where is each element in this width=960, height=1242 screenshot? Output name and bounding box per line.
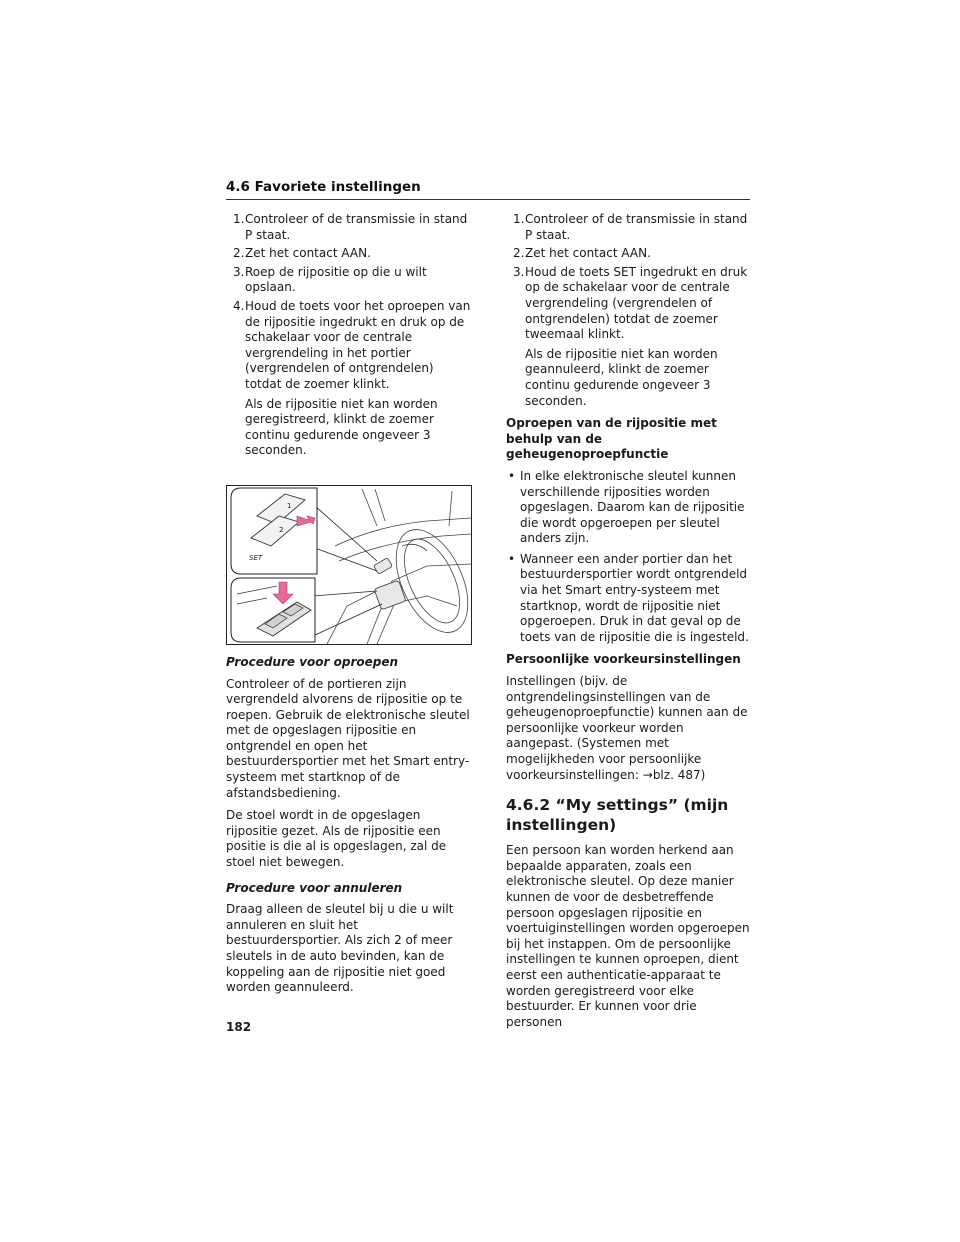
memory-recall-bullets <box>506 469 754 646</box>
illustration-svg <box>227 486 471 644</box>
memory-switch-illustration <box>226 485 472 645</box>
step-number: 2. <box>513 246 525 261</box>
step-text: Zet het contact AAN. <box>245 246 371 261</box>
memory-buttons-callout <box>231 488 317 574</box>
interior-lines <box>327 489 471 644</box>
button-1-label: 1 <box>287 501 292 510</box>
step-number: 1. <box>513 212 525 226</box>
recall-paragraph-2: De stoel wordt in de opgeslagen rijpositie gezet. Als de rijpositie een positie is die al is opgeslagen, zal de stoel niet bewegen. <box>226 808 447 870</box>
page-number: 182 <box>226 1020 252 1034</box>
list-item: • In elke elektronische sleutel kunnen verschillende rijposities worden opgeslagen. Daarom kan de rijpositie die wordt opgeroepen per sleutel anders zijn. <box>506 469 754 547</box>
cancel-heading: Procedure voor annuleren <box>226 880 403 895</box>
callout-lines <box>313 506 382 636</box>
step-text: Zet het contact AAN. <box>525 246 651 261</box>
store-steps-list <box>226 212 472 459</box>
section-title: 4.6.2 “My settings” (mijn instellingen) <box>506 796 729 835</box>
door-lock-callout <box>231 578 315 642</box>
chapter-title: 4.6 Favoriete instellingen <box>226 179 421 195</box>
list-item <box>506 246 754 262</box>
recall-paragraph-1: Controleer of de portieren zijn vergrendeld alvorens de rijpositie op te roepen. Gebruik de elektronische sleutel met de opgeslagen rijpositie en ontgrendel en open het bestuurdersportier met het Smart entry-systeem met startknop of de afstandsbediening. <box>226 676 470 800</box>
list-item <box>506 212 754 243</box>
list-item <box>226 212 472 243</box>
step-text: Houd de toets SET ingedrukt en druk op de schakelaar voor de centrale vergrendeling (vergrendelen of ontgrendelen) totdat de zoemer tweemaal klinkt. <box>525 264 748 342</box>
section-header <box>226 176 750 200</box>
cancel-paragraph: Draag alleen de sleutel bij u die u wilt annuleren en sluit het bestuurdersportier. Als zich 2 of meer sleutels in de auto bevinden, kan de koppeling aan de rijpositie niet goed worden geannuleerd. <box>226 902 454 995</box>
step-text: Houd de toets voor het oproepen van de rijpositie ingedrukt en druk op de schakelaar voor de centrale vergrendeling in het portier (vergrendelen of ontgrendelen) totdat de zoemer klinkt. <box>245 298 471 391</box>
set-button-label: SET <box>249 553 263 562</box>
step-text: Roep de rijpositie op die u wilt opslaan. <box>245 264 427 295</box>
step-number: 4. <box>233 298 245 313</box>
step-number: 2. <box>233 246 245 261</box>
step-note: Als de rijpositie niet kan worden geregistreerd, klinkt de zoemer continu gedurende ongeveer 3 seconden. <box>245 396 438 458</box>
cancel-steps-list <box>506 212 754 409</box>
list-item <box>226 246 472 262</box>
step-text: Controleer of de transmissie in stand P staat. <box>525 212 748 242</box>
step-number: 3. <box>233 264 245 279</box>
list-item <box>226 265 472 296</box>
left-column <box>226 212 472 1003</box>
step-number: 3. <box>513 264 525 279</box>
right-column <box>506 212 754 1037</box>
list-item: • Wanneer een ander portier dan het bestuurdersportier wordt ontgrendeld via het Smart entry-systeem met startknop, wordt de rijpositie niet opgeroepen. Druk in dat geval op de toets van de rijpositie die is ingesteld. <box>506 552 754 646</box>
my-settings-paragraph: Een persoon kan worden herkend aan bepaalde apparaten, zoals een elektronische sleutel. Op deze manier kunnen de voor de desbetreffende persoon opgeslagen rijpositie en voertuiginstellingen worden opgeroepen bij het instappen. Om de persoonlijke instellingen te kunnen oproepen, dient eerst een authenticatie-apparaat te worden geregistreerd voor elke bestuurder. Er kunnen voor drie personen <box>506 843 750 1029</box>
step-number: 1. <box>233 212 245 226</box>
list-item <box>226 299 472 459</box>
step-text: Controleer of de transmissie in stand P staat. <box>245 212 468 242</box>
memory-recall-heading: Oproepen van de rijpositie met behulp van de geheugenoproepfunctie <box>506 416 717 462</box>
list-item <box>506 265 754 409</box>
personal-settings-paragraph: Instellingen (bijv. de ontgrendelingsinstellingen van de geheugenoproepfunctie) kunnen aan de persoonlijke voorkeur worden aangepast. (Systemen met mogelijkheden voor persoonlijke voorkeursinstellingen: →blz. 487) <box>506 674 748 782</box>
button-2-label: 2 <box>279 525 284 534</box>
step-note: Als de rijpositie niet kan worden geannuleerd, klinkt de zoemer continu gedurende ongeveer 3 seconden. <box>525 346 718 408</box>
personal-settings-heading: Persoonlijke voorkeursinstellingen <box>506 652 741 667</box>
recall-heading: Procedure voor oproepen <box>226 654 399 669</box>
